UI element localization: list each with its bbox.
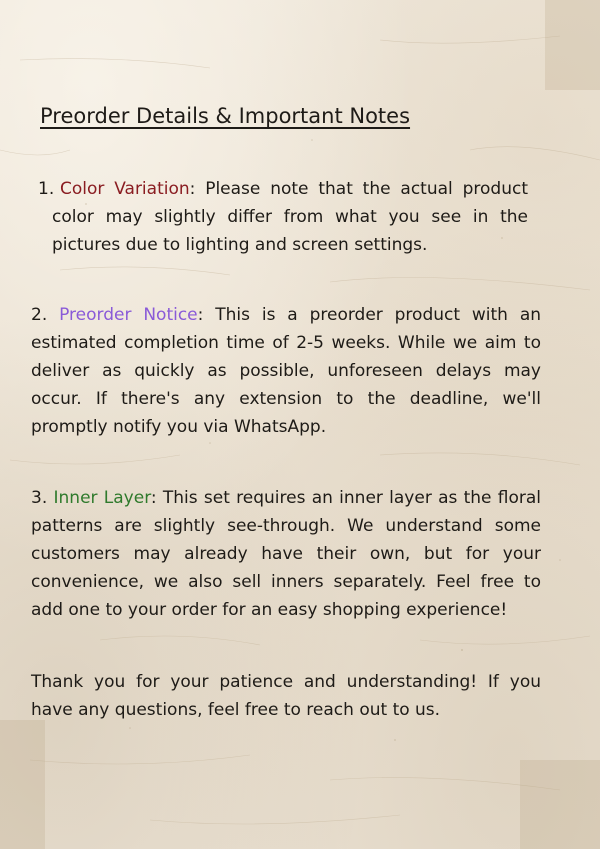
note-text: : This is a preorder product with an estimated completion time of 2-5 weeks. While we aim to deliver as quickly as possible, unforeseen delays may occur. If there's any extension to the deadline, we'll promptly notify you via WhatsApp. [31,305,542,437]
note-item-color-variation [38,175,528,259]
note-item-inner-layer [31,484,541,624]
note-text: : Please note that the actual product color may slightly differ from what you see in the pictures due to lighting and screen settings. [52,179,528,255]
note-number: 2. [31,305,48,325]
note-number: 1. [38,179,55,199]
note-number: 3. [31,488,48,508]
note-label: Color Variation [60,179,190,199]
note-label: Preorder Notice [59,305,198,325]
page-title: Preorder Details & Important Notes [40,104,411,128]
note-body [52,175,528,259]
closing-message: Thank you for your patience and understanding! If you have any questions, feel free to reach out to us. [31,672,541,720]
note-label: Inner Layer [53,488,151,508]
note-item-preorder-notice [31,301,541,441]
note-text: : This set requires an inner layer as the floral patterns are slightly see-through. We understand some customers may already have their own, but for your convenience, we also sell inners separately. Feel free to add one to your order for an easy shopping experience! [31,488,542,620]
